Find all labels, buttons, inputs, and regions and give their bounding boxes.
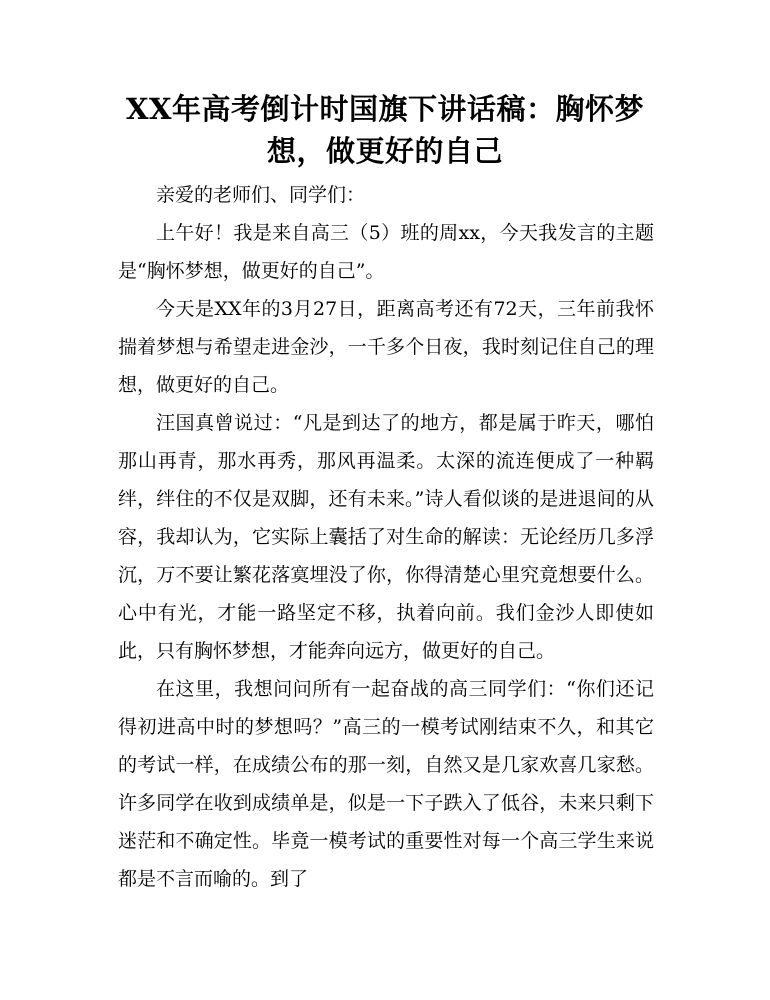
paragraph-introduction: 上午好！我是来自高三（5）班的周xx，今天我发言的主题是“胸怀梦想，做更好的自己”。 — [118, 222, 654, 282]
paragraph-countdown: 今天是XX年的3月27日，距离高考还有72天，三年前我怀揣着梦想与希望走进金沙，一千多个日夜，我时刻记住自己的理想，做更好的自己。 — [118, 298, 654, 396]
paragraph-greeting: 亲爱的老师们、同学们： — [156, 184, 366, 206]
document-title: XX年高考倒计时国旗下讲话稿：胸怀梦想，做更好的自己 — [125, 92, 644, 168]
paragraph-question: 在这里，我想问问所有一起奋战的高三同学们：“你们还记得初进高中时的梦想吗？”高三的一模考试刚结束不久，和其它的考试一样，在成绩公布的那一刻，自然又是几家欢喜几家愁。许多同学在收到成绩单是，似是一下子跌入了低谷，未来只剩下迷茫和不确定性。毕竟一模考试的重要性对每一个高三学生来说都是不言而喻的。到了 — [118, 678, 654, 890]
paragraph-quote: 汪国真曾说过：“凡是到达了的地方，都是属于昨天，哪怕那山再青，那水再秀，那风再温柔。太深的流连便成了一种羁绊，绊住的不仅是双脚，还有未来。”诗人看似谈的是进退间的从容，我却认为，它实际上囊括了对生命的解读：无论经历几多浮沉，万不要让繁花落寞埋没了你，你得清楚心里究竟想要什么。心中有光，才能一路坚定不移，执着向前。我们金沙人即使如此，只有胸怀梦想，才能奔向远方，做更好的自己。 — [118, 412, 654, 662]
document-body — [118, 176, 654, 898]
